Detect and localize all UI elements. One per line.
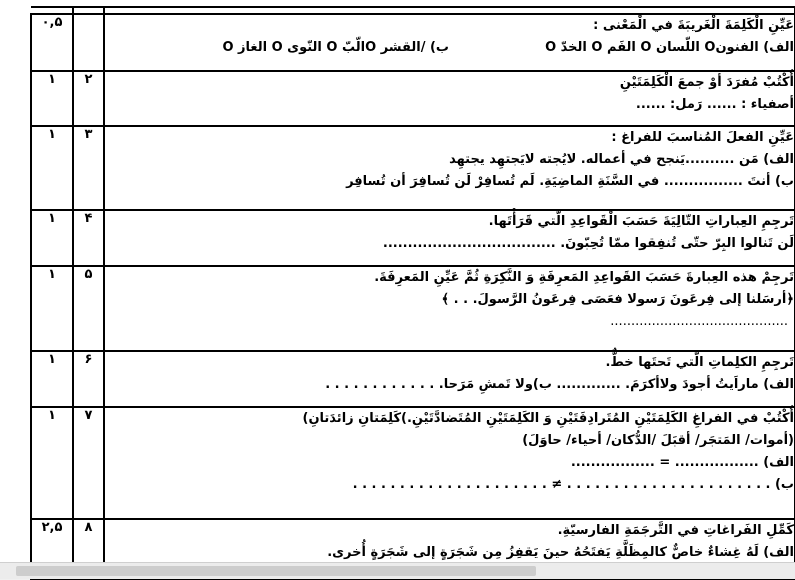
answer-line-a: الف) لَهُ غِشاءٌ خاصٌّ كالمِظَلَّةِ يَفتَحُهُ حينَ يَقفِزُ مِن شَجَرَةٍ إلى شَجَرَةٍ أُخرى. [327,545,794,560]
exam-table [30,6,795,580]
score-cell: ۱ [31,351,73,407]
question-number [73,14,104,71]
answer-dots: ........................................... [610,314,788,329]
question-number: ۳ [73,126,104,210]
question-body [104,14,795,71]
score-cell: ۰,۵ [31,14,73,71]
option-set-a: الف) الفنونO اللّسان O الفَم O الخدّ O [545,40,794,55]
answer-line-b: ب) أنتَ ................ في السَّنَةِ الماضِيَةِ. لَم تُسافِرْ لَن تُسافِرَ أن تُسافِر [346,174,794,189]
answer-line: لَن تَنالوا البِرّ حتّى تُنفِقوا ممّا تُحِبّونَ. ................................... [382,236,794,251]
question-number: ۸ [73,519,104,579]
question-row [31,266,795,351]
question-number: ۶ [73,351,104,407]
answer-line-b: ب) . . . . . . . . . . . . . . . . . . . . . . ≠ . . . . . . . . . . . . . . . . . . . . . [352,477,794,492]
question-row [31,407,795,519]
score-cell: ۱ [31,266,73,351]
answer-line-a: الف) ................. = ................. [570,455,794,470]
question-instruction: تَرجِمْ هذه العِبارةَ حَسَبَ القَواعِدِ المَعرِفَةِ وَ النَّكِرَةِ ثُمَّ عَيِّنِ المَعرِفَةَ. [374,270,794,285]
score-cell: ۲,۵ [31,519,73,579]
question-body [104,126,795,210]
score-cell: ۱ [31,210,73,266]
question-body [104,71,795,126]
question-number: ۵ [73,266,104,351]
word-bank: (أموات/ المَتجَر/ أقبَلَ /الدُّكان/ أحياء/ حاوَلَ) [522,433,794,448]
option-set-b: ب) /القشر Oالّبّ O النّوى O الغاز O [222,40,449,55]
question-instruction: عَيِّنِ الْكَلِمَةَ الْغَريبَةَ في الْمَعْنى : [593,18,794,33]
question-row [31,126,795,210]
answer-options-line [105,37,794,59]
horizontal-scrollbar[interactable] [0,562,795,579]
question-instruction: كَمِّلِ الفَراغاتِ في التَّرجَمَةِ الفارسيّةِ. [557,523,794,538]
question-body [104,210,795,266]
score-cell: ۱ [31,407,73,519]
question-number: ۴ [73,210,104,266]
scrollbar-thumb[interactable] [16,566,536,576]
question-number: ۷ [73,407,104,519]
question-instruction: أُكْتُبْ في الفراغِ الكَلِمَتَيْنِ المُتَرادِفَتَيْنِ وَ الكَلِمَتَيْنِ المُتَضادَّتَيْنِ.)كَلِمَتانِ زائدَتانِ) [302,411,794,426]
question-row [31,210,795,266]
question-body [104,266,795,351]
question-instruction: تَرجِمِ الكلِماتِ الّتي تَحتَها خطٌّ. [605,355,794,370]
quran-verse: ﴿أرسَلنا إلى فِرعَونَ رَسولا فعَصَى فِرعَونُ الرَّسولَ. . . ﴾ [441,292,794,307]
question-number: ۲ [73,71,104,126]
question-instruction: أُكْتُبْ مُفرَدَ أوْ جمعَ الْكَلِمَتَيْنِ [619,75,794,90]
question-row [31,14,795,71]
question-instruction: تَرجِمِ العِباراتِ التّالِيَةَ حَسَبَ الْقَواعِدِ الّتي قَرَأْتَها. [488,214,794,229]
question-body [104,351,795,407]
score-cell: ۱ [31,126,73,210]
question-instruction: عَيِّنِ الفعلَ المُناسبَ للفراغ : [611,130,794,145]
score-cell: ۱ [31,71,73,126]
question-body [104,407,795,519]
answer-line-a: الف) مَن ..........يَنجح في أعماله. لايُجته لايَجتهِد يجتهِد [449,152,794,167]
answer-line: الف) ماراَيتُ أجودَ ولاأكرَمَ. ............. ب)ولا تَمشِ مَرَحا. . . . . . . . . . . . . [325,377,794,392]
question-row [31,71,795,126]
question-row [31,351,795,407]
answer-line: أصفياء : ...... رَمل: ...... [635,97,794,112]
table-top-strip [31,7,795,14]
